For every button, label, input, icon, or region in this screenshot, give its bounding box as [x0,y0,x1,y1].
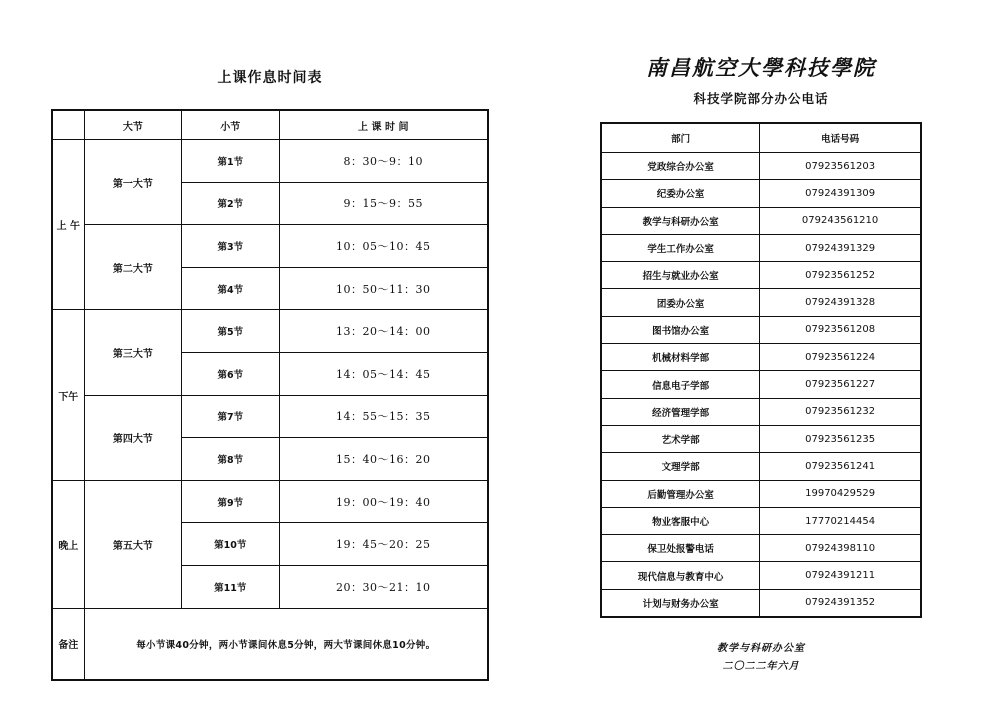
lesson-name: 第7节 [182,395,279,438]
header-lesson: 小节 [182,110,279,140]
lesson-name: 第9节 [182,480,279,523]
lesson-name: 第5节 [182,310,279,353]
department-name: 学生工作办公室 [601,234,760,261]
department-name: 党政综合办公室 [601,153,760,180]
phone-number: 19970429529 [760,480,921,507]
header-phone: 电话号码 [760,123,921,153]
lesson-time: 9：15～9：55 [279,182,488,225]
department-name: 计划与财务办公室 [601,589,760,617]
department-name: 机械材料学部 [601,344,760,371]
table-row [601,453,921,480]
lesson-name: 第4节 [182,267,279,310]
schedule-table [51,109,489,681]
lesson-name: 第8节 [182,438,279,481]
table-row [601,289,921,316]
schedule-title: 上课作息时间表 [217,70,323,86]
issuer-office: 教学与科研办公室 [717,643,805,654]
header-empty [52,110,84,140]
lesson-time: 8：30～9：10 [279,140,488,183]
phone-number: 07924391309 [760,180,921,207]
big-session-5: 第五大节 [84,480,181,608]
issue-date: 二〇二二年六月 [722,661,800,672]
table-row [601,344,921,371]
schedule-header-row [52,110,488,140]
table-row [601,398,921,425]
phone-number: 07923561252 [760,262,921,289]
header-department: 部门 [601,123,760,153]
table-row [601,480,921,507]
header-time: 上 课 时 间 [279,110,488,140]
phone-number: 07923561232 [760,398,921,425]
table-row [601,589,921,617]
note-text: 每小节课40分钟，两小节课间休息5分钟，两大节课间休息10分钟。 [84,608,488,680]
issuer-footer [600,640,922,676]
table-row [601,262,921,289]
period-morning: 上 午 [52,140,84,310]
big-session-4: 第四大节 [84,395,181,480]
phone-number: 07924398110 [760,535,921,562]
lesson-time: 20：30～21：10 [279,565,488,608]
schedule-section [51,60,489,652]
phone-number: 07923561235 [760,425,921,452]
phone-number: 07923561241 [760,453,921,480]
table-row [52,310,488,353]
phone-number: 07923561227 [760,371,921,398]
big-session-2: 第二大节 [84,225,181,310]
phone-number: 07924391329 [760,234,921,261]
big-session-3: 第三大节 [84,310,181,395]
table-row [52,480,488,523]
directory-title: 科技学院部分办公电话 [693,91,829,106]
table-row [52,225,488,268]
phone-number: 17770214454 [760,507,921,534]
table-row [601,562,921,589]
department-name: 团委办公室 [601,289,760,316]
lesson-time: 19：45～20：25 [279,523,488,566]
phone-header-row [601,123,921,153]
lesson-time: 10：50～11：30 [279,267,488,310]
period-evening: 晚上 [52,480,84,608]
department-name: 物业客服中心 [601,507,760,534]
lesson-name: 第11节 [182,565,279,608]
department-name: 经济管理学部 [601,398,760,425]
lesson-time: 13：20～14：00 [279,310,488,353]
department-name: 现代信息与教育中心 [601,562,760,589]
department-name: 招生与就业办公室 [601,262,760,289]
table-row [52,140,488,183]
phone-number: 07923561224 [760,344,921,371]
phone-number: 07924391328 [760,289,921,316]
department-name: 图书馆办公室 [601,316,760,343]
phone-table [600,122,922,618]
lesson-name: 第2节 [182,182,279,225]
department-name: 文理学部 [601,453,760,480]
directory-section [600,52,922,672]
table-row [52,395,488,438]
phone-number: 07924391352 [760,589,921,617]
note-row [52,608,488,680]
department-name: 纪委办公室 [601,180,760,207]
lesson-time: 19：00～19：40 [279,480,488,523]
table-row [601,207,921,234]
department-name: 教学与科研办公室 [601,207,760,234]
lesson-name: 第6节 [182,352,279,395]
table-row [601,316,921,343]
phone-number: 07923561203 [760,153,921,180]
table-row [601,535,921,562]
lesson-name: 第3节 [182,225,279,268]
lesson-time: 14：05～14：45 [279,352,488,395]
table-row [601,234,921,261]
table-row [601,180,921,207]
department-name: 保卫处报警电话 [601,535,760,562]
table-row [601,371,921,398]
table-row [601,425,921,452]
lesson-name: 第10节 [182,523,279,566]
lesson-time: 14：55～15：35 [279,395,488,438]
department-name: 艺术学部 [601,425,760,452]
note-label: 备注 [52,608,84,680]
lesson-time: 15：40～16：20 [279,438,488,481]
college-logo-text: 南昌航空大學科技學院 [646,55,876,80]
department-name: 信息电子学部 [601,371,760,398]
table-row [601,153,921,180]
big-session-1: 第一大节 [84,140,181,225]
department-name: 后勤管理办公室 [601,480,760,507]
lesson-time: 10：05～10：45 [279,225,488,268]
period-afternoon: 下午 [52,310,84,480]
header-big-session: 大节 [84,110,181,140]
lesson-name: 第1节 [182,140,279,183]
phone-number: 079243561210 [760,207,921,234]
phone-number: 07923561208 [760,316,921,343]
table-row [601,507,921,534]
phone-number: 07924391211 [760,562,921,589]
